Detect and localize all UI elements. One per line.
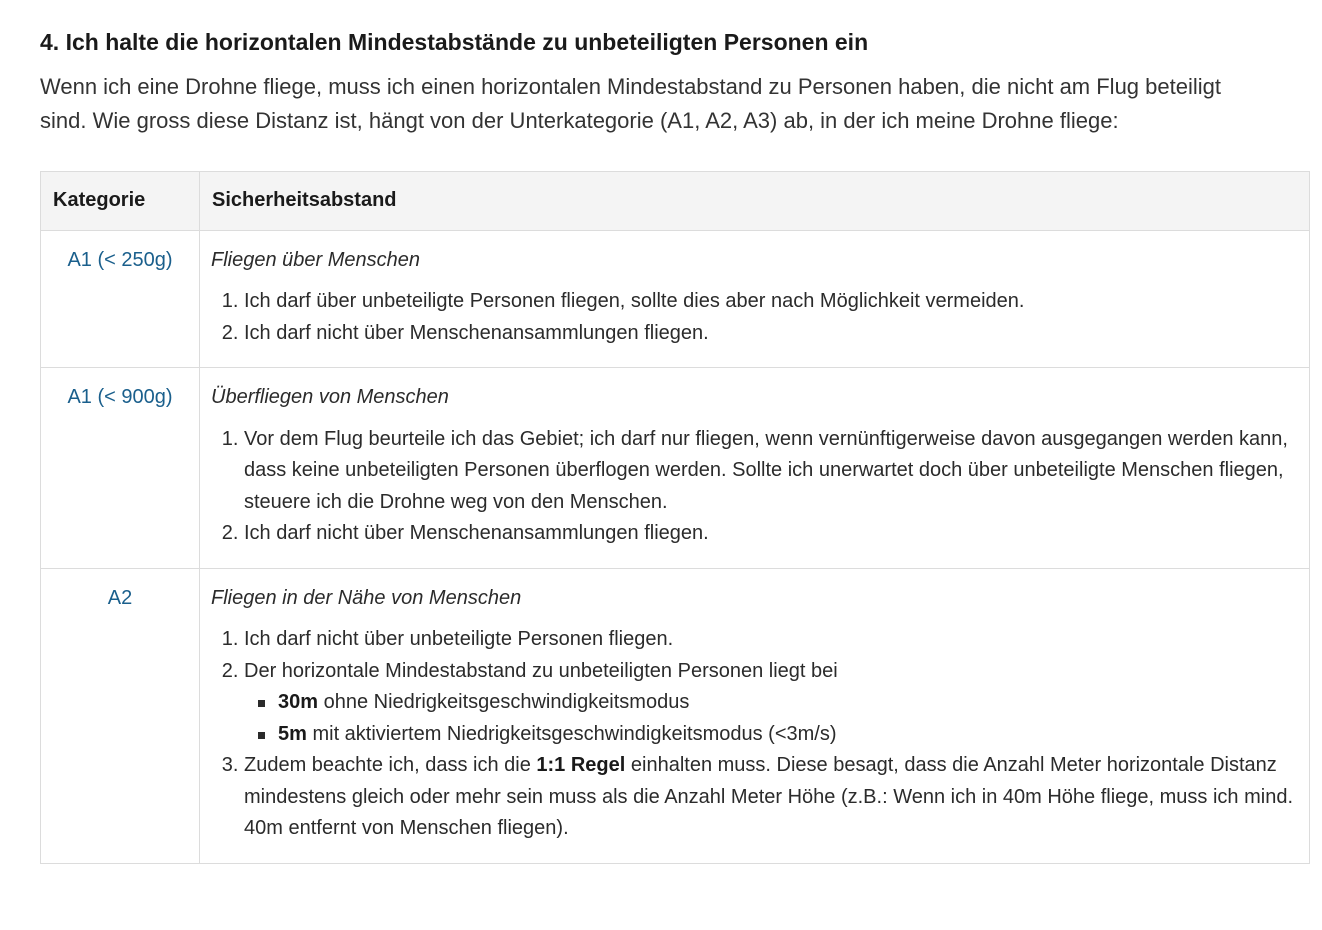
list-item: 2. Ich darf nicht über Menschenansammlungen fliegen. (244, 318, 1297, 350)
sub-list (244, 687, 1297, 750)
category-cell (41, 368, 200, 569)
list-item: 1. Ich darf nicht über unbeteiligte Personen fliegen. (244, 624, 1297, 656)
intro-paragraph: Wenn ich eine Drohne fliege, muss ich einen horizontalen Mindestabstand zu Personen haben, die nicht am Flug beteiligt sind. Wie gross diese Distanz ist, hängt von der Unterkategorie (A1, A2, A3) ab, in der ich meine Drohne fliege: (40, 74, 1221, 133)
category-cell (41, 230, 200, 368)
row-subtitle: Überfliegen von Menschen (211, 386, 449, 408)
rule-list (211, 424, 1297, 550)
table-row (41, 230, 1310, 368)
list-item-text: Der horizontale Mindestabstand zu unbeteiligten Personen liegt bei (244, 659, 838, 682)
item-text-pre: Zudem beachte ich, dass ich die (244, 754, 537, 776)
table-header-row (41, 172, 1310, 231)
category-cell (41, 568, 200, 863)
header-sicherheitsabstand: Sicherheitsabstand (200, 172, 1310, 231)
description-cell (200, 230, 1310, 368)
list-item (244, 750, 1297, 845)
rule-list (211, 286, 1297, 349)
list-item: 2. Ich darf nicht über Menschenansammlungen fliegen. (244, 518, 1297, 550)
distance-value: 30m (278, 691, 319, 713)
category-a2: A2 (107, 586, 133, 609)
table-row (41, 368, 1310, 569)
description-cell (200, 568, 1310, 863)
sub-item-text: ohne Niedrigkeitsgeschwindigkeitsmodus (318, 691, 690, 713)
rule-name: 1:1 Regel (536, 754, 626, 776)
distance-value: 5m (278, 722, 307, 745)
header-kategorie: Kategorie (41, 172, 200, 231)
sub-list-item (256, 687, 1297, 719)
table-row (41, 568, 1310, 863)
row-subtitle: Fliegen in der Nähe von Menschen (211, 586, 522, 609)
section-heading: 4. Ich halte die horizontalen Mindestabstände zu unbeteiligten Personen ein (40, 29, 869, 55)
category-a1-900: A1 (< 900g) (67, 386, 173, 408)
sub-list-item (256, 719, 1297, 751)
rule-list (211, 624, 1297, 845)
list-item: 1. Ich darf über unbeteiligte Personen fliegen, sollte dies aber nach Möglichkeit vermeiden. (244, 286, 1297, 318)
row-subtitle: Fliegen über Menschen (211, 248, 421, 271)
list-item: 1. Vor dem Flug beurteile ich das Gebiet; ich darf nur fliegen, wenn vernünftigerweise davon ausgegangen werden kann, dass keine unbeteiligten Personen überflogen werden. Sollte ich unerwartet doch über unbeteiligte Menschen fliegen, steuere ich die Drohne weg von den Menschen. (244, 424, 1297, 519)
list-item (244, 656, 1297, 751)
distance-table (40, 171, 1310, 864)
description-cell (200, 368, 1310, 569)
item-text-post: einhalten muss. Diese besagt, dass die Anzahl Meter horizontale Distanz mindestens gleich oder mehr sein muss als die Anzahl Meter Höhe (z.B.: Wenn ich in 40m Höhe fliege, muss ich mind. 40m entfernt von Menschen fliegen). (244, 754, 1294, 839)
sub-item-text: mit aktiviertem Niedrigkeitsgeschwindigkeitsmodus (<3m/s) (306, 722, 837, 745)
category-a1-250: A1 (< 250g) (67, 248, 173, 271)
